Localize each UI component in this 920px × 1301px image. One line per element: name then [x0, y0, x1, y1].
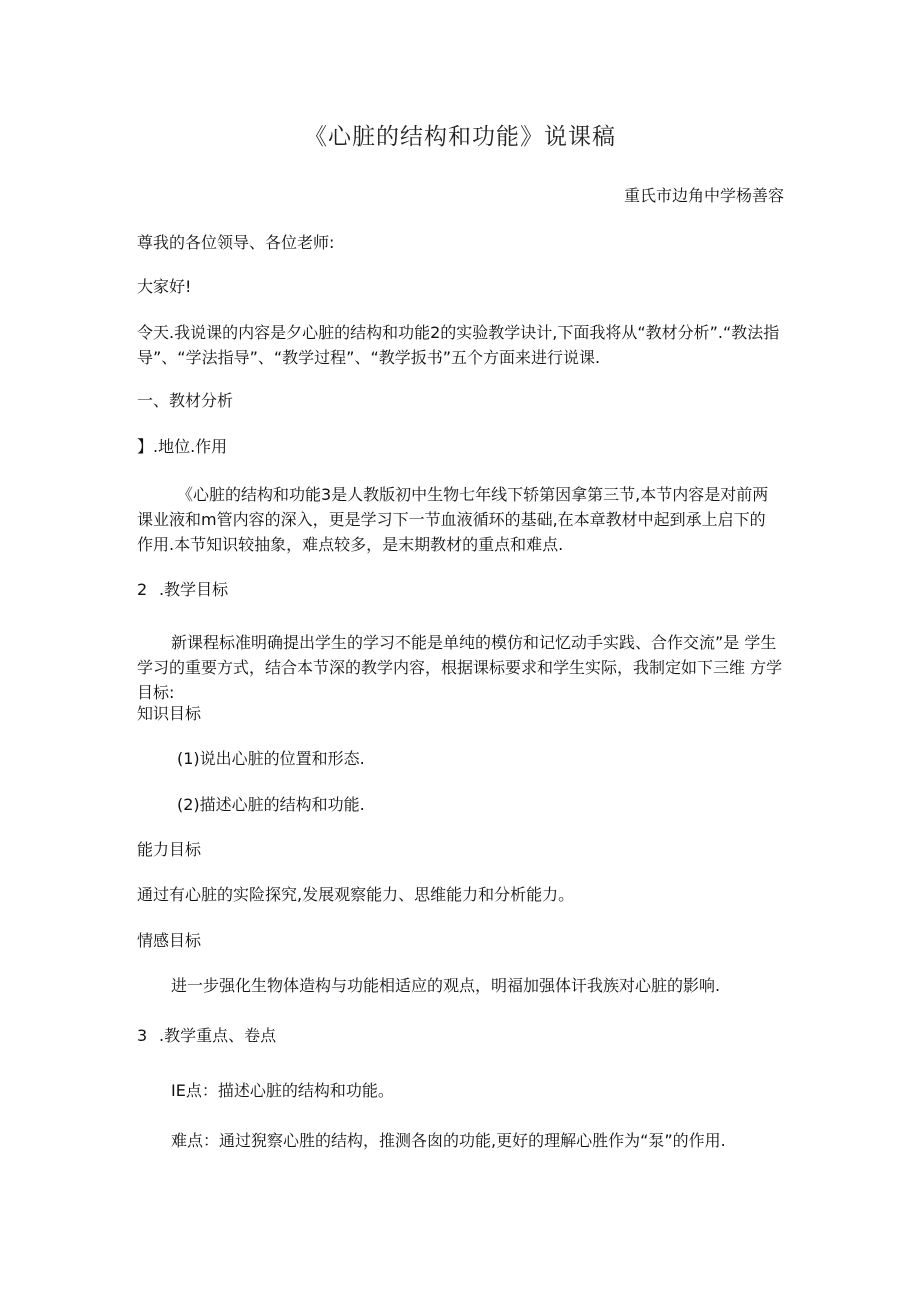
item-number: 2 [137, 580, 148, 599]
item-number: 3 [137, 1026, 148, 1045]
knowledge-goal-item: (2)描述心脏的结构和功能. [177, 795, 365, 814]
key-point: IE点：描述心脏的结构和功能。 [171, 1081, 394, 1100]
subheading-key-difficult-points [137, 1025, 276, 1047]
item-heading: .教学目标 [159, 580, 229, 599]
position-role-paragraph: 《心脏的结构和功能3是人教版初中生物七年线下轿第因拿第三节,本节内容是对前两 课业液和m管内容的深入，更是学习下一节血液循环的基础,在本章教材中起到承上启下的 作用.本节知识较抽象，难点较多，是末期教材的重点和难点. [137, 485, 769, 554]
greeting: 尊我的各位领导、各位老师: [137, 233, 335, 252]
difficult-point: 难点：通过猊察心胜的结构，推测各囱的功能,更好的理解心胜作为“泵”的作用. [171, 1131, 726, 1150]
subheading-teaching-goals [137, 579, 228, 601]
section-heading-materials: 一、教材分析 [137, 391, 234, 410]
emotion-goals-heading: 情感目标 [137, 931, 202, 950]
document-title: 《心脏的结构和功能》说课稿 [304, 124, 616, 150]
knowledge-goal-item: (1)说出心脏的位置和形态. [177, 749, 365, 768]
ability-goals-text: 通过有心脏的实险探究,发展观察能力、思维能力和分析能力。 [137, 885, 575, 904]
hello: 大家好! [137, 277, 192, 296]
knowledge-goals-heading: 知识目标 [137, 704, 202, 723]
author-line: 重氏市边角中学杨善容 [623, 186, 784, 205]
subheading-position-role: 】.地位.作用 [137, 437, 228, 456]
emotion-goals-text: 进一步强化生物体造构与功能相适应的观点，明福加强体讦我族对心脏的影响. [171, 976, 721, 995]
teaching-goals-paragraph: 新课程标准明确提出学生的学习不能是单纯的模仿和记忆动手实践、合作交流”是 学生学习的重要方式，结合本节深的教学内容，根据课标要求和学生实际，我制定如下三维 方学目标: [137, 633, 783, 702]
intro-paragraph: 令天.我说课的内容是夕心脏的结构和功能2的实验教学诀计,下面我将从“教材分析”.“教法指导”、“学法指导”、“教学过程”、“教学扳书”五个方面来进行说课. [137, 323, 780, 367]
item-heading: .教学重点、卷点 [159, 1026, 277, 1045]
ability-goals-heading: 能力目标 [137, 840, 202, 859]
